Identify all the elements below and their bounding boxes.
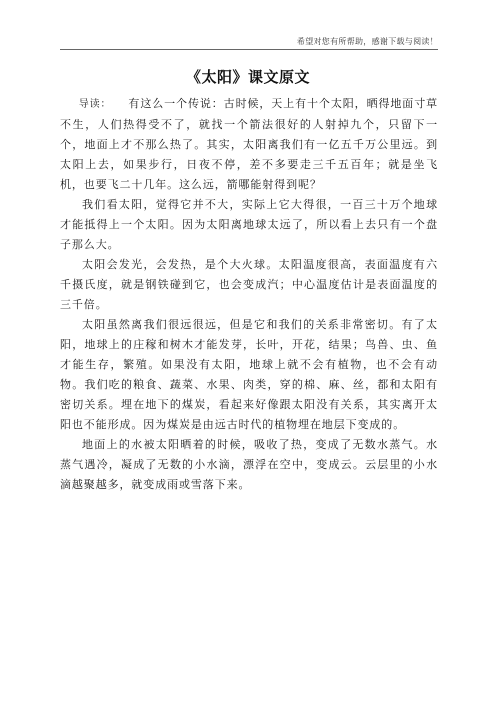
intro-label: 导读： [78,99,112,110]
paragraph-heat: 太阳会发光，会发热，是个大火球。太阳温度很高，表面温度有六千摄氏度，就是钢铁碰到它，也会变成汽；中心温度估计是表面温度的三千倍。 [60,258,438,311]
paragraph-size: 我们看太阳，觉得它并不大，实际上它大得很，一百三十万个地球才能抵得上一个太阳。因为太阳离地球太远了，所以看上去只有一个盘子那么大。 [60,198,438,251]
paragraph-relationship: 太阳虽然离我们很远很远，但是它和我们的关系非常密切。有了太阳，地球上的庄稼和树木才能发芽，长叶，开花，结果；鸟兽、虫、鱼才能生存，繁殖。如果没有太阳，地球上就不会有植物，也不会有动物。我们吃的粮食、蔬菜、水果、肉类，穿的棉、麻、丝，都和太阳有密切关系。埋在地下的煤炭，看起来好像跟太阳没有关系，其实离开太阳也不能形成。因为煤炭是由远古时代的植物埋在地层下变成的。 [60,318,438,431]
paragraph-intro-text: 有这么一个传说：古时候，天上有十个太阳，晒得地面寸草不生，人们热得受不了，就找一个箭法很好的人射掉九个，只留下一个，地面上才不那么热了。其实，太阳离我们有一亿五千万公里远。到太阳上去，如果步行，日夜不停，差不多要走三千五百年；就是坐飞机，也要飞二十几年。这么远，箭哪能射得到呢？ [60,97,439,191]
article-body [60,94,438,495]
paragraph-water-cycle: 地面上的水被太阳晒着的时候，吸收了热，变成了无数水蒸气。水蒸气遇冷，凝成了无数的小水滴，漂浮在空中，变成云。云层里的小水滴越聚越多，就变成雨或雪落下来。 [60,438,438,491]
page-header-note: 希望对您有所帮助，感谢下载与阅读！ [296,37,438,46]
paragraph-intro [60,94,438,195]
document-title: 《太阳》课文原文 [185,68,310,86]
header-divider [60,49,438,50]
